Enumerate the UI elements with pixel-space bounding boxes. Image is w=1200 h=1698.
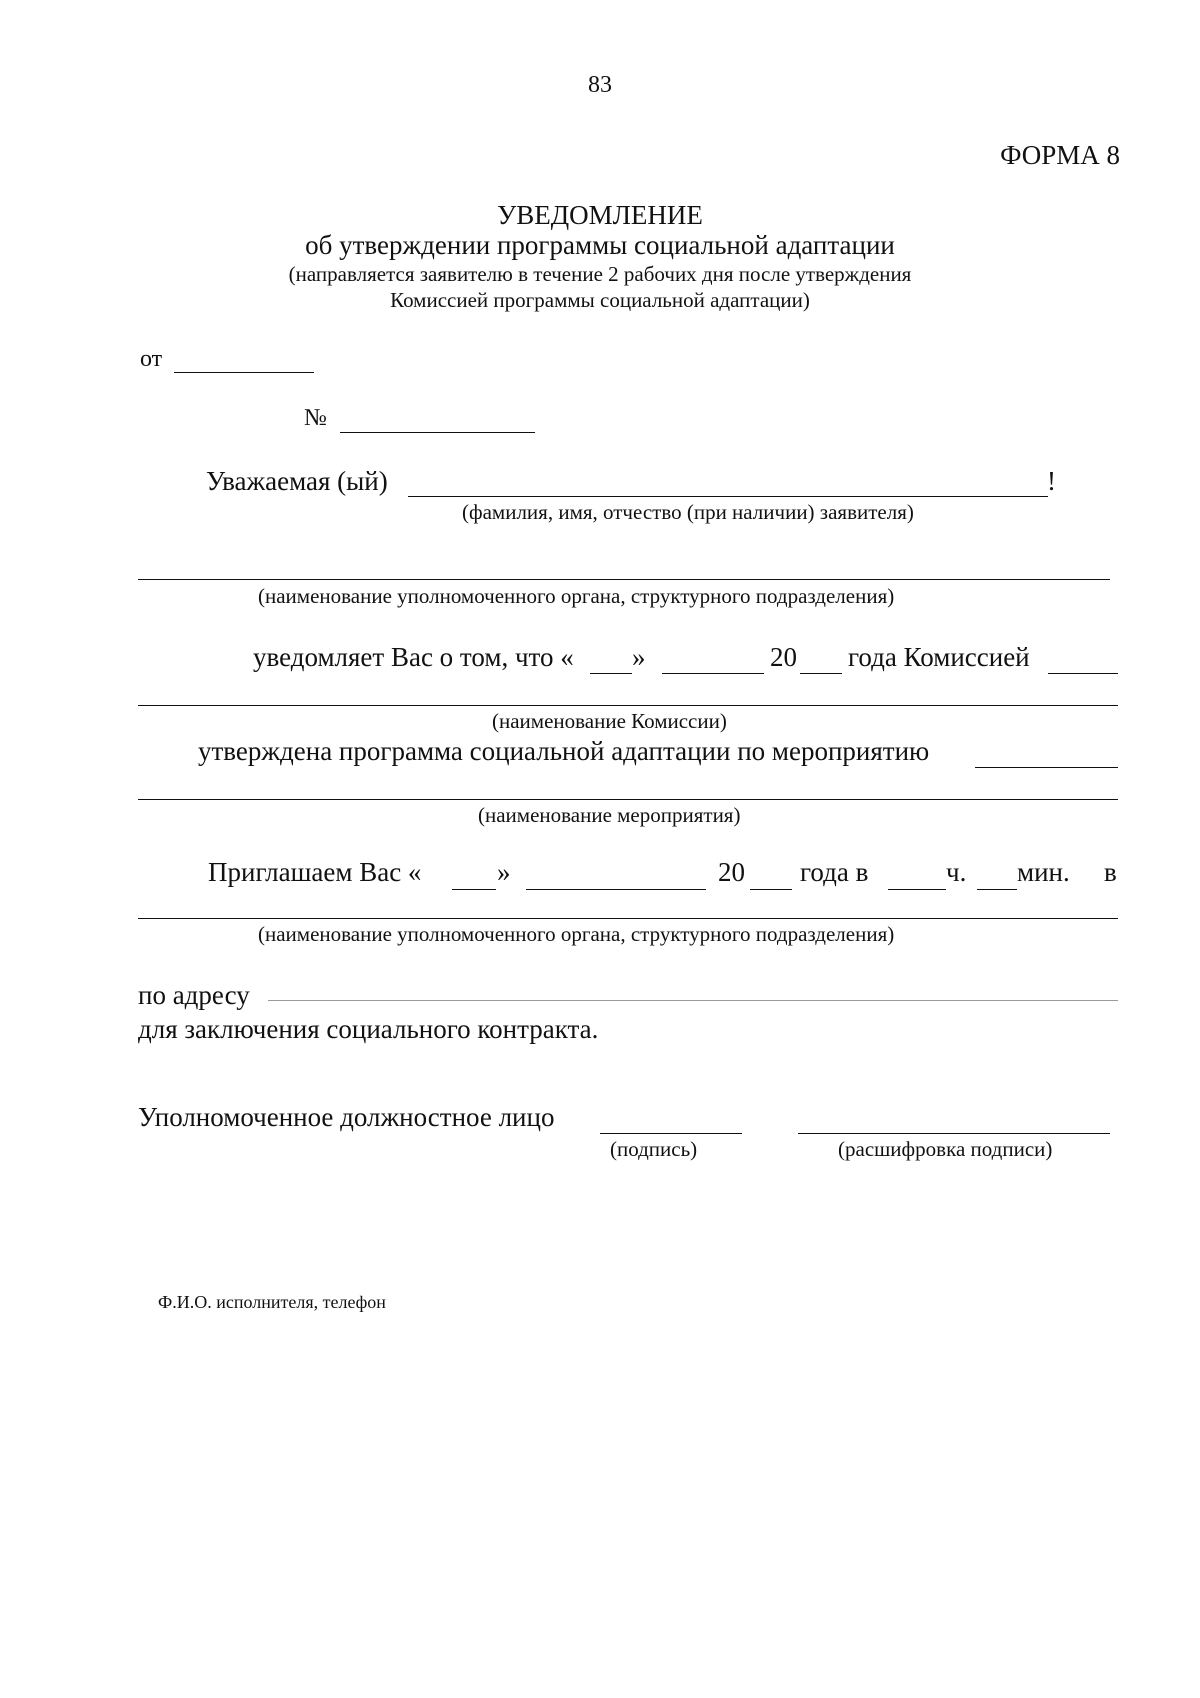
notification-text-2: »: [632, 642, 646, 672]
signature-decode-field[interactable]: [798, 1133, 1110, 1134]
commission-caption: (наименование Комиссии): [492, 709, 727, 733]
page-number: 83: [588, 72, 612, 98]
document-title: УВЕДОМЛЕНИЕ: [497, 200, 703, 230]
invite-minutes-label: мин.: [1017, 857, 1070, 887]
notify-year-prefix: 20: [770, 642, 797, 672]
number-label: №: [304, 405, 327, 431]
executor-info: Ф.И.О. исполнителя, телефон: [158, 1292, 386, 1312]
greeting-exclamation: !: [1047, 466, 1056, 496]
notification-text-3: года Комиссией: [848, 642, 1030, 672]
document-note-line-1: (направляется заявителю в течение 2 рабочих дня после утверждения: [288, 262, 912, 286]
invite-year-prefix: 20: [718, 857, 745, 887]
notify-day-field[interactable]: [590, 673, 632, 674]
invite-day-field[interactable]: [452, 889, 496, 890]
greeting-label: Уважаемая (ый): [206, 466, 388, 496]
commission-name-field-start[interactable]: [1048, 673, 1118, 674]
authority-caption: (наименование уполномоченного органа, структурного подразделения): [258, 584, 895, 608]
number-field[interactable]: [340, 432, 535, 433]
commission-name-field[interactable]: [138, 705, 1118, 706]
signature-decode-caption: (расшифровка подписи): [838, 1137, 1053, 1161]
invite-month-field[interactable]: [526, 889, 706, 890]
invite-minutes-field[interactable]: [977, 889, 1017, 890]
address-label: по адресу: [138, 980, 250, 1010]
invitation-text-1: Приглашаем Вас «: [208, 857, 422, 887]
event-name-field-start[interactable]: [975, 767, 1118, 768]
invite-year-suffix: года в: [800, 857, 869, 887]
invite-hours-field[interactable]: [888, 889, 946, 890]
document-subtitle: об утверждении программы социальной адаптации: [305, 230, 895, 260]
from-label: от: [140, 346, 163, 372]
invite-authority-field[interactable]: [138, 918, 1118, 919]
authority-name-field[interactable]: [138, 579, 1110, 580]
document-note-line-2: Комиссией программы социальной адаптации): [390, 288, 810, 312]
applicant-name-caption: (фамилия, имя, отчество (при наличии) заявителя): [462, 500, 914, 524]
event-name-field[interactable]: [138, 799, 1118, 800]
notify-year-field[interactable]: [800, 673, 842, 674]
invite-authority-caption: (наименование уполномоченного органа, структурного подразделения): [258, 922, 895, 946]
invitation-text-2: »: [497, 857, 511, 887]
form-label: ФОРМА 8: [1000, 140, 1120, 170]
approved-text: утверждена программа социальной адаптации по мероприятию: [198, 736, 930, 766]
signature-caption: (подпись): [610, 1137, 698, 1161]
signature-field[interactable]: [600, 1133, 742, 1134]
notify-month-field[interactable]: [662, 673, 764, 674]
address-purpose: для заключения социального контракта.: [138, 1014, 599, 1044]
official-label: Уполномоченное должностное лицо: [138, 1102, 555, 1132]
invite-year-field[interactable]: [750, 889, 792, 890]
notification-text-1: уведомляет Вас о том, что «: [253, 642, 574, 672]
invite-hours-label: ч.: [946, 857, 967, 887]
from-date-field[interactable]: [174, 372, 314, 373]
address-field[interactable]: [268, 1000, 1118, 1001]
invite-in-label: в: [1104, 857, 1117, 887]
event-caption: (наименование мероприятия): [478, 803, 741, 827]
applicant-name-field[interactable]: [408, 496, 1048, 497]
